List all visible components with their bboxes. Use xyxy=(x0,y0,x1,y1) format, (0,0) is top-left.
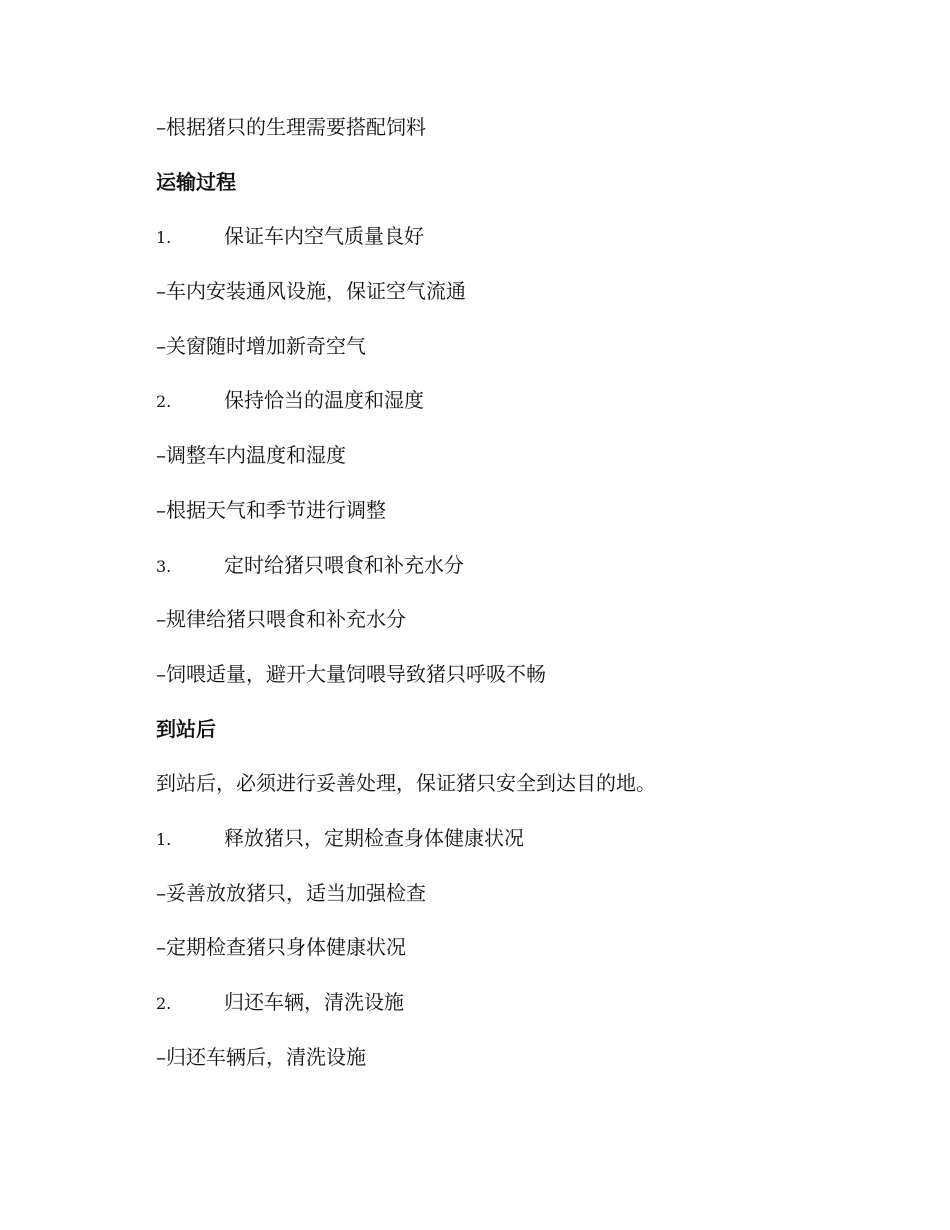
item-text: 定时给猪只喂食和补充水分 xyxy=(224,552,464,577)
item-text: 保证车内空气质量良好 xyxy=(224,224,424,249)
item-text: 释放猪只，定期检查身体健康状况 xyxy=(224,825,524,850)
numbered-item xyxy=(156,373,856,428)
bullet-line: –根据天气和季节进行调整 xyxy=(156,497,386,522)
item-text: 归还车辆，清洗设施 xyxy=(224,990,404,1014)
section-heading: 运输过程 xyxy=(156,169,236,194)
section-heading: 到站后 xyxy=(156,716,216,741)
bullet-line: –妥善放放猪只，适当加强检查 xyxy=(156,880,426,905)
numbered-item xyxy=(156,811,856,866)
item-number: 3. xyxy=(156,556,172,576)
item-text: 保持恰当的温度和湿度 xyxy=(224,388,424,413)
bullet-line: –车内安装通风设施，保证空气流通 xyxy=(156,279,466,304)
item-number: 1. xyxy=(156,829,172,849)
bullet-line: –关窗随时增加新奇空气 xyxy=(156,333,366,358)
bullet-line: –规律给猪只喂食和补充水分 xyxy=(156,607,406,632)
bullet-line: –定期检查猪只身体健康状况 xyxy=(156,935,406,960)
item-number: 2. xyxy=(156,392,172,412)
numbered-item xyxy=(156,975,856,1030)
item-number: 2. xyxy=(156,994,172,1013)
numbered-item xyxy=(156,538,856,593)
numbered-item xyxy=(156,209,856,264)
document-page xyxy=(156,100,856,1084)
bullet-line: –归还车辆后，清洗设施 xyxy=(156,1044,366,1069)
bullet-line: –调整车内温度和湿度 xyxy=(156,443,346,468)
item-number: 1. xyxy=(156,228,172,248)
paragraph: 到站后，必须进行妥善处理，保证猪只安全到达目的地。 xyxy=(156,771,656,796)
bullet-line: –根据猪只的生理需要搭配饲料 xyxy=(156,115,426,139)
bullet-line: –饲喂适量，避开大量饲喂导致猪只呼吸不畅 xyxy=(156,661,546,686)
